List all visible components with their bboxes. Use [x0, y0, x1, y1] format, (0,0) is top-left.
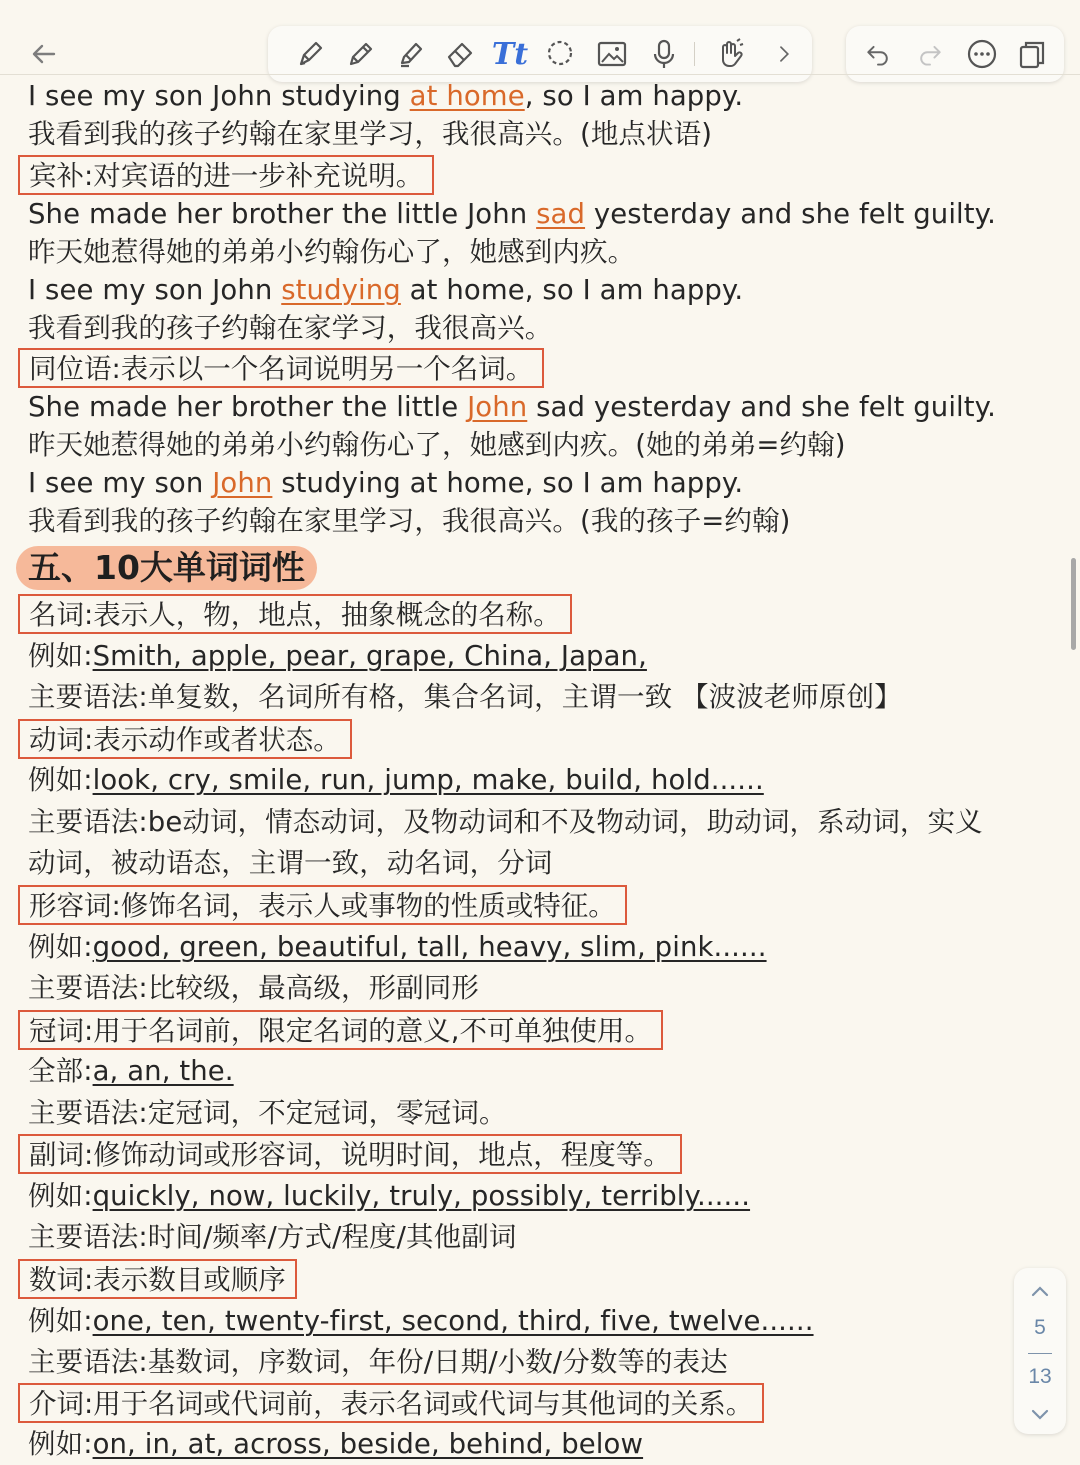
preposition-definition-box: 介词:用于名词或代词前，表示名词或代词与其他词的关系。 [18, 1383, 764, 1423]
example-sentence: She made her brother the little John sad yesterday and she felt guilty. [28, 391, 996, 423]
verb-definition-box: 动词:表示动作或者状态。 [18, 719, 352, 759]
translation: 昨天她惹得她的弟弟小约翰伤心了，她感到内疚。 [28, 236, 636, 268]
adjective-examples: 例如:good, green, beautiful, tall, heavy, slim, pink...... [28, 931, 767, 963]
chevron-up-icon [1026, 1278, 1054, 1306]
pen-icon [293, 37, 327, 71]
page-navigator [1014, 1268, 1066, 1434]
lasso-icon [543, 37, 577, 71]
page-divider [1028, 1353, 1052, 1354]
adjective-grammar: 主要语法:比较级，最高级，形副同形 [28, 972, 479, 1004]
more-icon [965, 37, 999, 71]
example-sentence: She made her brother the little John sad yesterday and she felt guilty. [28, 198, 996, 230]
article-examples: 全部:a, an, the. [28, 1055, 234, 1087]
current-page-number: 5 [1034, 1316, 1046, 1339]
noun-definition-box: 名词:表示人，物，地点，抽象概念的名称。 [18, 594, 572, 634]
noun-examples: 例如:Smith, apple, pear, grape, China, Japan, [28, 640, 647, 672]
numeral-grammar: 主要语法:基数词，序数词，年份/日期/小数/分数等的表达 [28, 1346, 728, 1378]
pages-icon [1015, 37, 1049, 71]
toolbar-divider [694, 42, 695, 66]
section-heading: 五、10大单词词性 [16, 546, 317, 590]
article-grammar: 主要语法:定冠词，不定冠词，零冠词。 [28, 1097, 507, 1129]
chevron-right-icon [771, 41, 797, 67]
preposition-examples: 例如:on, in, at, across, beside, behind, below [28, 1428, 644, 1460]
numeral-examples: 例如:one, ten, twenty-first, second, third, five, twelve...... [28, 1305, 814, 1337]
noun-grammar: 主要语法:单复数，名词所有格，集合名词，主谓一致 【波波老师原创】 [28, 681, 902, 713]
adjective-definition-box: 形容词:修饰名词，表示人或事物的性质或特征。 [18, 885, 627, 925]
example-sentence: I see my son John studying at home, so I am happy. [28, 274, 744, 306]
microphone-icon [647, 37, 681, 71]
adverb-examples: 例如:quickly, now, luckily, truly, possibly, terribly...... [28, 1180, 751, 1212]
translation: 我看到我的孩子约翰在家学习，我很高兴。 [28, 312, 553, 344]
verb-examples: 例如:look, cry, smile, run, jump, make, build, hold...... [28, 764, 764, 796]
eraser-icon [443, 37, 477, 71]
pencil-icon [343, 37, 377, 71]
chevron-down-icon [1026, 1400, 1054, 1428]
total-pages: 13 [1028, 1365, 1052, 1388]
redo-icon [915, 39, 945, 69]
adverb-grammar: 主要语法:时间/频率/方式/程度/其他副词 [28, 1221, 517, 1253]
example-sentence: I see my son John studying at home, so I am happy. [28, 467, 744, 499]
translation: 我看到我的孩子约翰在家里学习，我很高兴。(我的孩子=约翰) [28, 505, 791, 537]
previous-page-button[interactable] [1026, 1278, 1054, 1306]
definition-box: 同位语:表示以一个名词说明另一个名词。 [18, 348, 544, 388]
numeral-definition-box: 数词:表示数目或顺序 [18, 1259, 297, 1299]
scrollbar-thumb[interactable] [1071, 558, 1076, 650]
verb-grammar: 主要语法:be动词，情态动词，及物动词和不及物动词，助动词，系动词，实义 [28, 806, 983, 838]
text-tool-icon: Tt [491, 36, 529, 72]
image-icon [595, 37, 629, 71]
verb-grammar-cont: 动词，被动语态，主谓一致，动名词，分词 [28, 847, 553, 879]
toolbar-separator [0, 74, 1080, 75]
translation: 我看到我的孩子约翰在家里学习，我很高兴。(地点状语) [28, 118, 713, 150]
translation: 昨天她惹得她的弟弟小约翰伤心了，她感到内疚。(她的弟弟=约翰) [28, 429, 846, 461]
back-arrow-icon [29, 39, 59, 69]
next-page-button[interactable] [1026, 1400, 1054, 1428]
top-toolbar [0, 0, 1080, 78]
hand-gesture-icon [713, 37, 747, 71]
definition-box: 宾补:对宾语的进一步补充说明。 [18, 155, 434, 195]
undo-icon [863, 39, 893, 69]
note-page[interactable] [0, 76, 1080, 1460]
example-sentence: I see my son John studying at home, so I am happy. [28, 80, 744, 112]
highlighter-icon [393, 37, 427, 71]
article-definition-box: 冠词:用于名词前，限定名词的意义,不可单独使用。 [18, 1010, 663, 1050]
adverb-definition-box: 副词:修饰动词或形容词，说明时间，地点，程度等。 [18, 1134, 682, 1174]
back-button[interactable] [20, 32, 68, 76]
